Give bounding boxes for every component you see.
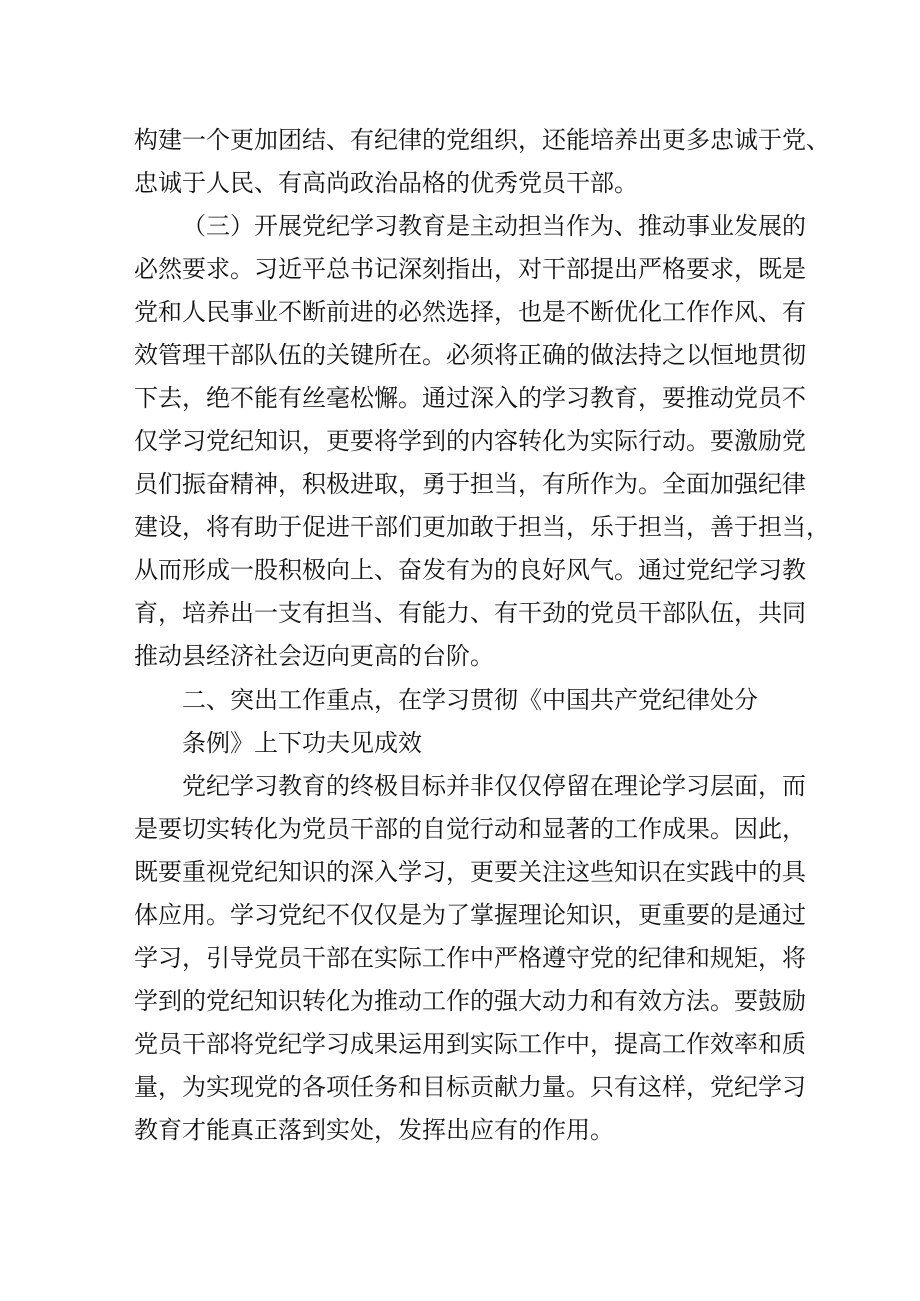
paragraph-line: 下去，绝不能有丝毫松懈。通过深入的学习教育，要推动党员不: [134, 384, 806, 412]
paragraph-line: 教育才能真正落到实处，发挥出应有的作用。: [134, 1116, 614, 1144]
paragraph-line: 是要切实转化为党员干部的自觉行动和显著的工作成果。因此，: [134, 815, 806, 843]
chapter-heading-line: 二、突出工作重点，在学习贯彻《中国共产党纪律处分: [182, 686, 758, 714]
paragraph-line: 学习，引导党员干部在实际工作中严格遵守党的纪律和规矩，将: [134, 944, 806, 972]
paragraph-line: 效管理干部队伍的关键所在。必须将正确的做法持之以恒地贯彻: [134, 341, 806, 369]
paragraph-line: 忠诚于人民、有高尚政治品格的优秀党员干部。: [134, 169, 638, 197]
paragraph-line: 党和人民事业不断前进的必然选择，也是不断优化工作作风、有: [134, 298, 806, 326]
chapter-heading-line: 条例》上下功夫见成效: [182, 729, 422, 757]
paragraph-line: 员们振奋精神，积极进取，勇于担当，有所作为。全面加强纪律: [134, 470, 806, 498]
paragraph-line: 学到的党纪知识转化为推动工作的强大动力和有效方法。要鼓励: [134, 987, 806, 1015]
paragraph-line: 从而形成一股积极向上、奋发有为的良好风气。通过党纪学习教: [134, 556, 806, 584]
paragraph-line: 推动县经济社会迈向更高的台阶。: [134, 642, 494, 670]
paragraph-line: 仅学习党纪知识，更要将学到的内容转化为实际行动。要激励党: [134, 427, 806, 455]
paragraph-line: 党纪学习教育的终极目标并非仅仅停留在理论学习层面，而: [182, 772, 806, 800]
paragraph-line: 既要重视党纪知识的深入学习，更要关注这些知识在实践中的具: [134, 858, 806, 886]
paragraph-line: 党员干部将党纪学习成果运用到实际工作中，提高工作效率和质: [134, 1030, 806, 1058]
paragraph-line: 构建一个更加团结、有纪律的党组织，还能培养出更多忠诚于党、: [134, 126, 830, 154]
paragraph-line: 必然要求。习近平总书记深刻指出，对干部提出严格要求，既是: [134, 255, 806, 283]
paragraph-line: 体应用。学习党纪不仅仅是为了掌握理论知识，更重要的是通过: [134, 901, 806, 929]
paragraph-line: 建设，将有助于促进干部们更加敢于担当，乐于担当，善于担当，: [134, 513, 830, 541]
paragraph-line: 育，培养出一支有担当、有能力、有干劲的党员干部队伍，共同: [134, 599, 806, 627]
paragraph-line: 量，为实现党的各项任务和目标贡献力量。只有这样，党纪学习: [134, 1073, 806, 1101]
section-heading-line: （三）开展党纪学习教育是主动担当作为、推动事业发展的: [182, 212, 806, 240]
